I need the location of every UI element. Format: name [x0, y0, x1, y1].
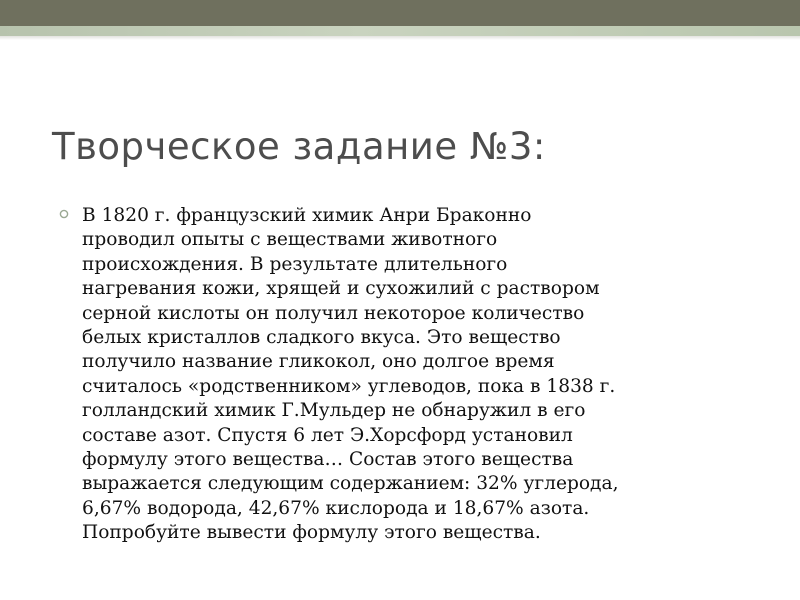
body-line: получило название гликокол, оно долгое время	[82, 351, 555, 373]
body-line: серной кислоты он получил некоторое количество	[82, 302, 585, 324]
body-line: выражается следующим содержанием: 32% углерода,	[82, 473, 619, 495]
slide-content	[58, 204, 758, 546]
header-stripe-shadow	[0, 36, 800, 40]
header-band	[0, 0, 800, 26]
body-line: Попробуйте вывести формулу этого вещества.	[82, 522, 541, 544]
body-line: белых кристаллов сладкого вкуса. Это вещество	[82, 327, 561, 349]
body-line: голландский химик Г.Мульдер не обнаружил в его	[82, 400, 586, 422]
body-line: 6,67% водорода, 42,67% кислорода и 18,67% азота.	[82, 497, 590, 519]
slide-title: Творческое задание №3:	[52, 125, 546, 168]
body-line: В 1820 г. французский химик Анри Браконно	[82, 205, 532, 226]
body-line: считалось «родственником» углеводов, пока в 1838 г.	[82, 375, 616, 397]
bullet-text	[82, 204, 758, 546]
body-line: проводил опыты с веществами животного	[82, 229, 498, 251]
header-stripe	[0, 26, 800, 36]
body-line: составе азот. Спустя 6 лет Э.Хорсфорд установил	[82, 424, 573, 446]
body-line: происхождения. В результате длительного	[82, 253, 508, 275]
bullet-item	[58, 204, 758, 546]
body-line: нагревания кожи, хрящей и сухожилий с раствором	[82, 278, 600, 300]
circle-outline-bullet-icon	[58, 208, 70, 220]
body-line: формулу этого вещества… Состав этого вещества	[82, 449, 574, 471]
